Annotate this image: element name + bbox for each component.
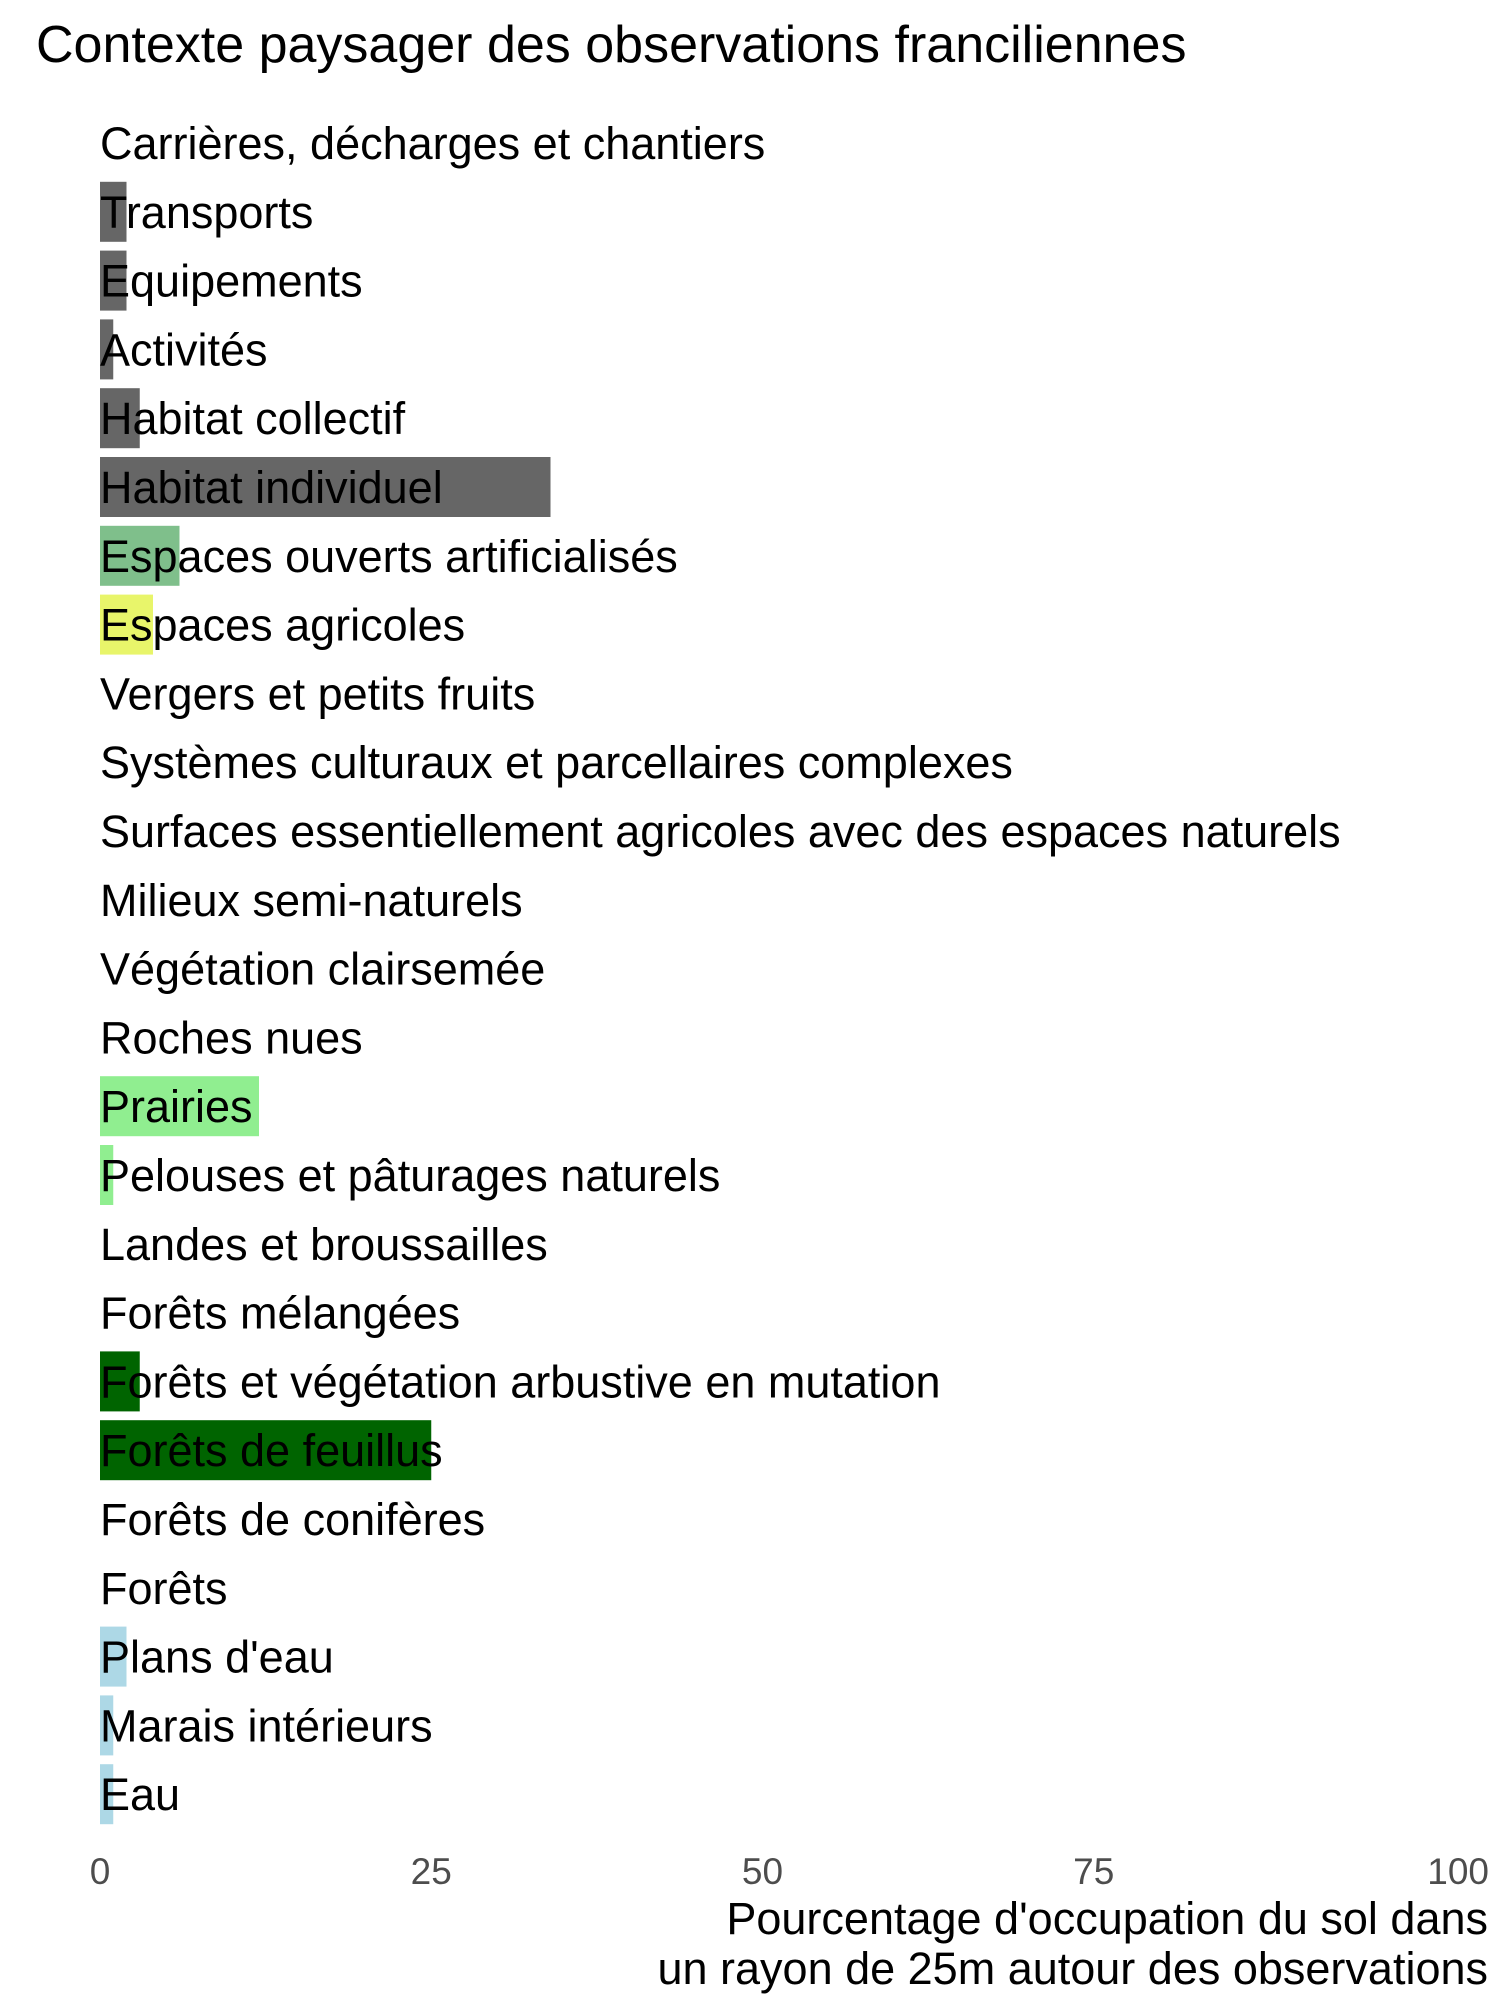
category-label-vegetation-clairsemee: Végétation clairsemée bbox=[100, 943, 546, 995]
x-tick-label-75: 75 bbox=[1073, 1851, 1115, 1892]
category-label-eau: Eau bbox=[100, 1769, 181, 1821]
category-label-carrieres-decharges-et-chantiers: Carrières, décharges et chantiers bbox=[100, 118, 766, 169]
category-label-forets: Forêts bbox=[100, 1562, 228, 1614]
category-label-forets-de-feuillus: Forêts de feuillus bbox=[100, 1425, 443, 1477]
category-label-prairies: Prairies bbox=[100, 1081, 253, 1133]
x-axis-ticks bbox=[90, 1851, 1489, 1892]
category-label-espaces-ouverts-artificialises: Espaces ouverts artificialisés bbox=[100, 530, 678, 582]
category-label-surfaces-essentiellement-agricoles-avec-des-espaces-naturels: Surfaces essentiellement agricoles avec des espaces naturels bbox=[100, 806, 1341, 857]
category-label-forets-et-vegetation-arbustive-en-mutation: Forêts et végétation arbustive en mutation bbox=[100, 1356, 941, 1408]
category-label-pelouses-et-paturages-naturels: Pelouses et pâturages naturels bbox=[100, 1150, 721, 1201]
x-tick-label-25: 25 bbox=[410, 1851, 452, 1892]
x-tick-label-100: 100 bbox=[1427, 1851, 1489, 1892]
category-label-marais-interieurs: Marais intérieurs bbox=[100, 1700, 433, 1752]
category-label-vergers-et-petits-fruits: Vergers et petits fruits bbox=[100, 668, 536, 720]
category-label-plans-d-eau: Plans d'eau bbox=[100, 1631, 334, 1683]
category-label-systemes-culturaux-et-parcellaires-complexes: Systèmes culturaux et parcellaires complexes bbox=[100, 737, 1013, 789]
category-label-habitat-individuel: Habitat individuel bbox=[100, 462, 443, 513]
category-label-forets-melangees: Forêts mélangées bbox=[100, 1287, 461, 1339]
x-axis-title-line-2: un rayon de 25m autour des observations bbox=[657, 1943, 1488, 1994]
x-tick-label-50: 50 bbox=[741, 1851, 784, 1892]
x-axis-title-line-1: Pourcentage d'occupation du sol dans bbox=[726, 1893, 1488, 1944]
x-tick-label-0: 0 bbox=[89, 1851, 111, 1892]
chart-title: Contexte paysager des observations franciliennes bbox=[36, 16, 1187, 74]
category-label-forets-de-coniferes: Forêts de conifères bbox=[100, 1494, 486, 1545]
category-label-landes-et-broussailles: Landes et broussailles bbox=[100, 1218, 548, 1270]
category-label-habitat-collectif: Habitat collectif bbox=[100, 393, 406, 445]
category-label-transports: Transports bbox=[100, 186, 314, 238]
category-label-roches-nues: Roches nues bbox=[100, 1012, 363, 1064]
category-labels-layer bbox=[100, 118, 1341, 1820]
x-axis-title bbox=[657, 1893, 1488, 1994]
category-label-milieux-semi-naturels: Milieux semi-naturels bbox=[100, 874, 523, 926]
category-label-equipements: Equipements bbox=[100, 255, 363, 307]
category-label-espaces-agricoles: Espaces agricoles bbox=[100, 599, 466, 651]
category-label-activites: Activités bbox=[100, 324, 268, 376]
